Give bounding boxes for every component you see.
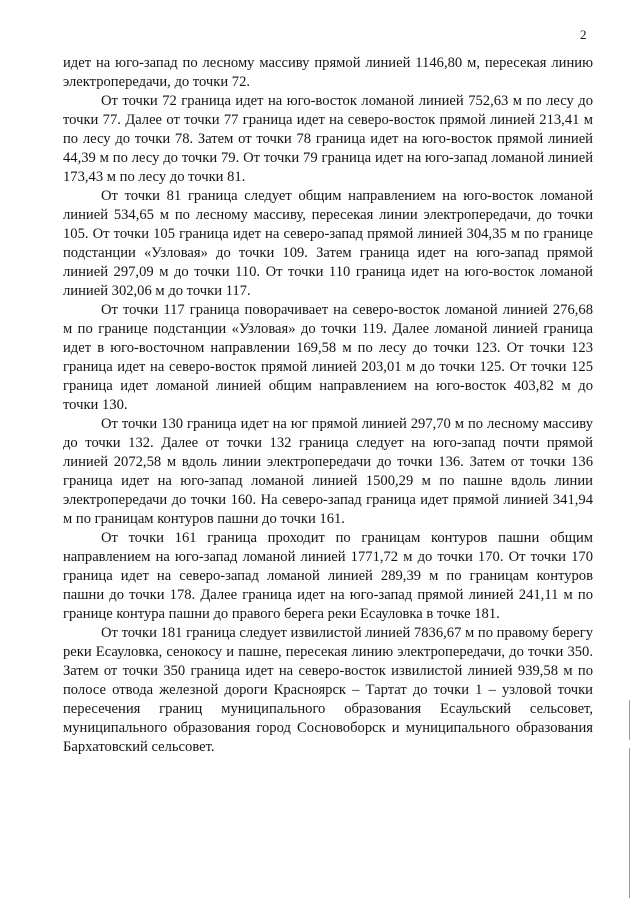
paragraph-5: От точки 130 граница идет на юг прямой линией 297,70 м по лесному массиву до точки 132. Далее от точки 132 граница следует на юго-запад почти прямой линией 2072,58 м вдоль линии электропередачи до точки 136. Затем от точки 136 граница идет на юго-запад ломаной линией 1500,29 м по пашне вдоль линии электропередачи до точки 160. На северо-запад граница идет прямой линией 341,94 м по границам контуров пашни до точки 161.: [63, 416, 593, 527]
page-number: 2: [580, 27, 587, 42]
paragraph-3: От точки 81 граница следует общим направлением на юго-восток ломаной линией 534,65 м по лесному массиву, пересекая линии электропередачи, до точки 105. От точки 105 граница идет на северо-запад прямой линией 304,35 м по границе подстанции «Узловая» до точки 109. Затем граница идет на юго-запад прямой линией 297,09 м до точки 110. От точки 110 граница идет на юго-восток ломаной линией 302,06 м до точки 117.: [63, 188, 593, 299]
paragraph-2: От точки 72 граница идет на юго-восток ломаной линией 752,63 м по лесу до точки 77. Далее от точки 77 граница идет на северо-восток прямой линией 213,41 м по лесу до точки 78. Затем от точки 78 граница идет на юго-восток прямой линией 44,39 м по лесу до точки 79. От точки 79 граница идет на юго-запад ломаной линией 173,43 м по лесу до точки 81.: [63, 93, 593, 185]
paragraph-1: идет на юго-запад по лесному массиву прямой линией 1146,80 м, пересекая линию электропередачи, до точки 72.: [63, 55, 593, 90]
paragraph-6: От точки 161 граница проходит по границам контуров пашни общим направлением на юго-запад ломаной линией 1771,72 м до точки 170. От точки 170 граница идет на северо-запад ломаной линией 289,39 м по границам контуров пашни до точки 178. Далее граница идет на юго-запад прямой линией 241,11 м по границе контура пашни до правого берега реки Есауловка в точке 181.: [63, 530, 593, 622]
scan-edge-mark-upper: [629, 700, 630, 740]
paragraph-4: От точки 117 граница поворачивает на северо-восток ломаной линией 276,68 м по границе подстанции «Узловая» до точки 119. Далее ломаной линией граница идет в юго-восточном направлении 169,58 м по лесу до точки 123. От точки 123 граница идет на северо-восток прямой линией 203,01 м до точки 125. От точки 125 граница идет ломаной линией общим направлением на юго-восток 403,82 м до точки 130.: [63, 302, 593, 413]
paragraph-7: От точки 181 граница следует извилистой линией 7836,67 м по правому берегу реки Есауловка, сенокосу и пашне, пересекая линию электропередачи, до точки 350. Затем от точки 350 граница идет на северо-восток извилистой линией 939,58 м по полосе отвода железной дороги Красноярск – Тартат до точки 1 – узловой точки пересечения границ муниципального образования Есаульский сельсовет, муниципального образования город Сосновоборск и муниципального образования Бархатовский сельсовет.: [63, 625, 593, 755]
document-body: [63, 54, 593, 757]
scan-edge-mark-lower: [629, 748, 630, 898]
